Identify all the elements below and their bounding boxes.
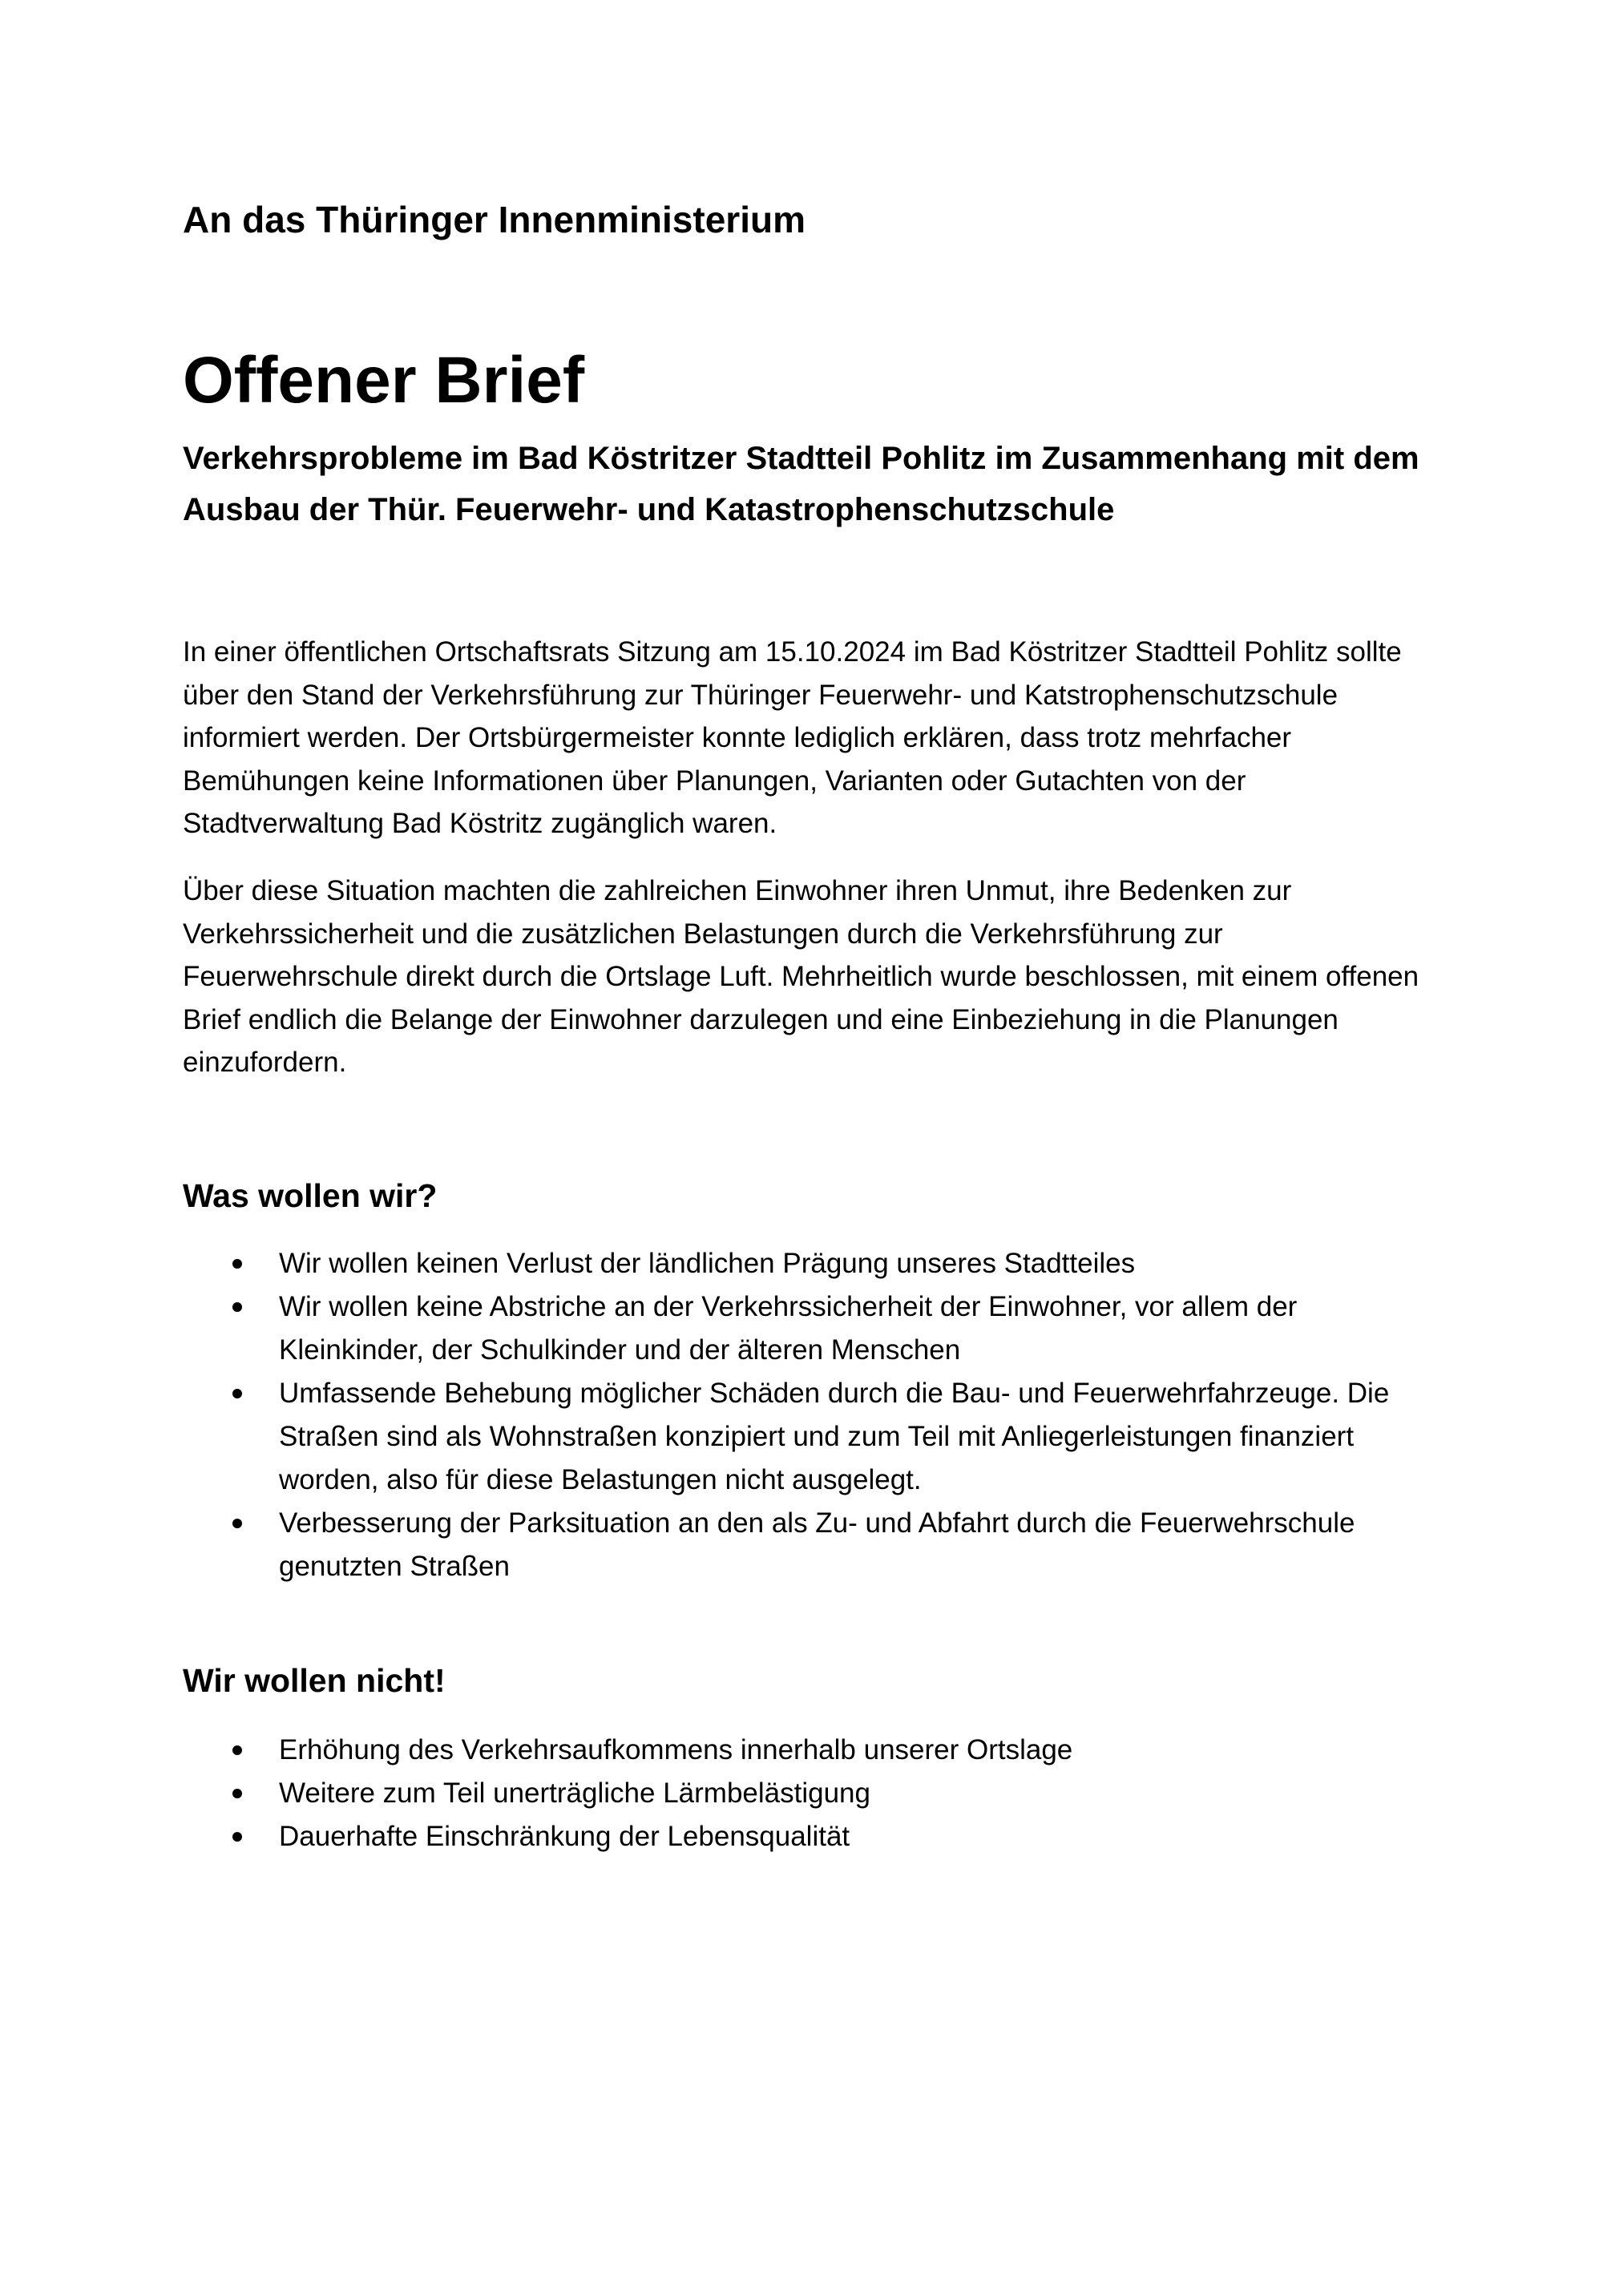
letter-subject: Verkehrsprobleme im Bad Köstritzer Stadtteil Pohlitz im Zusammenhang mit dem Ausbau der Thür. Feuerwehr- und Katastrophenschutzschule bbox=[183, 441, 1419, 527]
notwant-list-item bbox=[183, 1772, 1433, 1815]
bullet-icon bbox=[232, 1302, 242, 1312]
letter-title: Offener Brief bbox=[183, 344, 585, 417]
bullet-icon bbox=[232, 1389, 242, 1398]
want-list-item bbox=[183, 1372, 1433, 1502]
want-list-item bbox=[183, 1502, 1433, 1588]
list-item-text: Weitere zum Teil unerträgliche Lärmbelästigung bbox=[279, 1777, 870, 1809]
bullet-icon bbox=[232, 1789, 242, 1798]
want-list bbox=[183, 1242, 1433, 1588]
bullet-icon bbox=[232, 1745, 242, 1755]
list-item-text: Wir wollen keinen Verlust der ländlichen Prägung unseres Stadtteiles bbox=[279, 1248, 1136, 1279]
notwant-list-item bbox=[183, 1729, 1433, 1772]
list-item-text: Wir wollen keine Abstriche an der Verkehrssicherheit der Einwohner, vor allem der Kleinkinder, der Schulkinder und der älteren Menschen bbox=[279, 1291, 1298, 1366]
list-item-text: Verbesserung der Parksituation an den als Zu- und Abfahrt durch die Feuerwehrschule genutzten Straßen bbox=[279, 1507, 1355, 1582]
bullet-icon bbox=[232, 1519, 242, 1528]
body-paragraph-1: In einer öffentlichen Ortschaftsrats Sitzung am 15.10.2024 im Bad Köstritzer Stadtteil Pohlitz sollte über den Stand der Verkehrsführung zur Thüringer Feuerwehr- und Katstrophenschutzschule informiert werden. Der Ortsbürgermeister konnte lediglich erklären, dass trotz mehrfacher Bemühungen keine Informationen über Planungen, Varianten oder Gutachten von der Stadtverwaltung Bad Köstritz zugänglich waren. bbox=[183, 636, 1402, 839]
want-list-item bbox=[183, 1285, 1433, 1372]
section-heading-notwant: Wir wollen nicht! bbox=[183, 1662, 446, 1699]
list-item-text: Erhöhung des Verkehrsaufkommens innerhalb unserer Ortslage bbox=[279, 1734, 1073, 1765]
section-heading-want: Was wollen wir? bbox=[183, 1177, 438, 1214]
notwant-list-item bbox=[183, 1815, 1433, 1858]
body-paragraph-2: Über diese Situation machten die zahlreichen Einwohner ihren Unmut, ihre Bedenken zur Verkehrssicherheit und die zusätzlichen Belastungen durch die Verkehrsführung zur Feuerwehrschule direkt durch die Ortslage Luft. Mehrheitlich wurde beschlossen, mit einem offenen Brief endlich die Belange der Einwohner darzulegen und eine Einbeziehung in die Planungen einzufordern. bbox=[183, 875, 1419, 1078]
bullet-icon bbox=[232, 1832, 242, 1842]
want-list-item bbox=[183, 1242, 1433, 1285]
list-item-text: Umfassende Behebung möglicher Schäden durch die Bau- und Feuerwehrfahrzeuge. Die Straßen sind als Wohnstraßen konzipiert und zum Teil mit Anliegerleistungen finanziert worden, also für diese Belastungen nicht ausgelegt. bbox=[279, 1378, 1390, 1495]
notwant-list bbox=[183, 1729, 1433, 1858]
bullet-icon bbox=[232, 1259, 242, 1269]
list-item-text: Dauerhafte Einschränkung der Lebensqualität bbox=[279, 1821, 850, 1852]
recipient-line: An das Thüringer Innenministerium bbox=[183, 199, 806, 240]
